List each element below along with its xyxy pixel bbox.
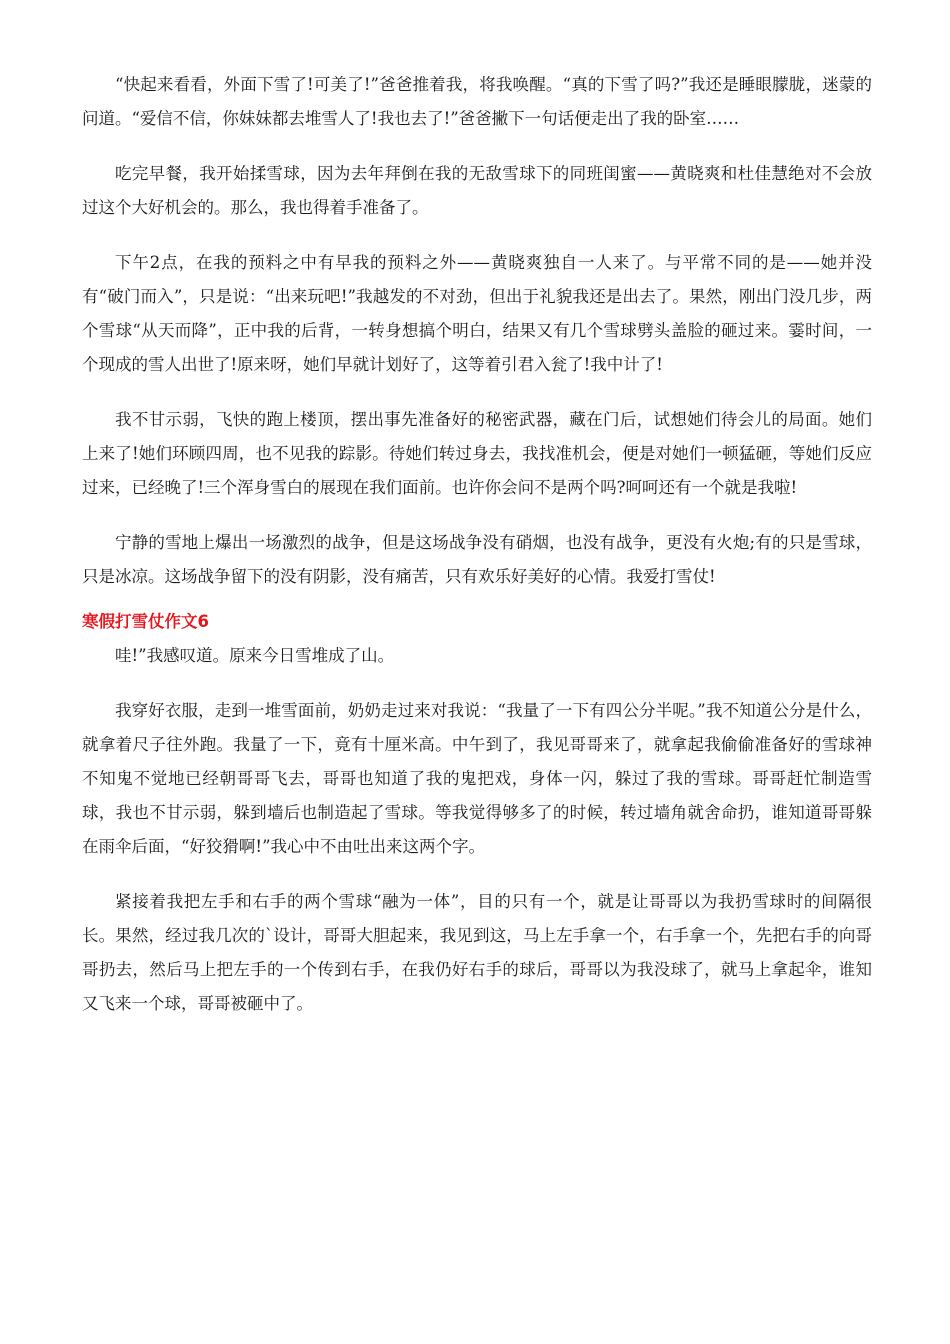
paragraph-measure-snow: 我穿好衣服，走到一堆雪面前，奶奶走过来对我说：“我量了一下有四公分半呢。”我不知道公分是什么，就拿着尺子往外跑。我量了一下，竟有十厘米高。中午到了，我见哥哥来了，就拿起我偷偷准备好的雪球神不知鬼不觉地已经朝哥哥飞去，哥哥也知道了我的鬼把戏，身体一闪，躲过了我的雪球。哥哥赶忙制造雪球，我也不甘示弱，躲到墙后也制造起了雪球。等我觉得够多了的时候，转过墙角就舍命扔，谁知道哥哥躲在雨伞后面，“好狡猾啊!”我心中不由吐出来这两个字。 <box>82 701 872 856</box>
paragraph-afternoon: 下午2点，在我的预料之中有早我的预料之外——黄晓爽独自一人来了。与平常不同的是——她并没有“破门而入”，只是说：“出来玩吧!”我越发的不对劲，但出于礼貌我还是出去了。果然，刚出门没几步，两个雪球“从天而降”，正中我的后背，一转身想搞个明白，结果又有几个雪球劈头盖脸的砸过来。霎时间，一个现成的雪人出世了!原来呀，她们早就计划好了，这等着引君入瓮了!我中计了! <box>82 253 872 374</box>
paragraph-breakfast: 吃完早餐，我开始揉雪球，因为去年拜倒在我的无敌雪球下的同班闺蜜——黄晓爽和杜佳慧绝对不会放过这个大好机会的。那么，我也得着手准备了。 <box>82 164 872 217</box>
paragraph-conclusion: 宁静的雪地上爆出一场激烈的战争，但是这场战争没有硝烟，也没有战争，更没有火炮;有的只是雪球，只是冰凉。这场战争留下的没有阴影，没有痛苦，只有欢乐好美好的心情。我爱打雪仗! <box>82 533 872 586</box>
paragraph-exclaim: 哇!”我感叹道。原来今日雪堆成了山。 <box>115 646 395 665</box>
paragraph-wake-up: “快起来看看，外面下雪了!可美了!”爸爸推着我，将我唤醒。“真的下雪了吗?”我还是睡眼朦胧，迷蒙的问道。“爱信不信，你妹妹都去堆雪人了!我也去了!”爸爸撇下一句话便走出了我的卧室…… <box>82 75 872 128</box>
section-title: 寒假打雪仗作文6 <box>82 612 209 631</box>
paragraph-counterattack: 我不甘示弱，飞快的跑上楼顶，摆出事先准备好的秘密武器，藏在门后，试想她们待会儿的局面。她们上来了!她们环顾四周，也不见我的踪影。待她们转过身去，我找准机会，便是对她们一顿猛砸，等她们反应过来，已经晚了!三个浑身雪白的展现在我们面前。也许你会问不是两个吗?呵呵还有一个就是我啦! <box>82 410 872 497</box>
document-page <box>82 68 872 1042</box>
paragraph-trick-brother: 紧接着我把左手和右手的两个雪球“融为一体”，目的只有一个，就是让哥哥以为我扔雪球时的间隔很长。果然，经过我几次的`设计，哥哥大胆起来，我见到这，马上左手拿一个，右手拿一个，先把右手的向哥哥扔去，然后马上把左手的一个传到右手，在我仍好右手的球后，哥哥以为我没球了，就马上拿起伞，谁知又飞来一个球，哥哥被砸中了。 <box>82 892 872 1013</box>
